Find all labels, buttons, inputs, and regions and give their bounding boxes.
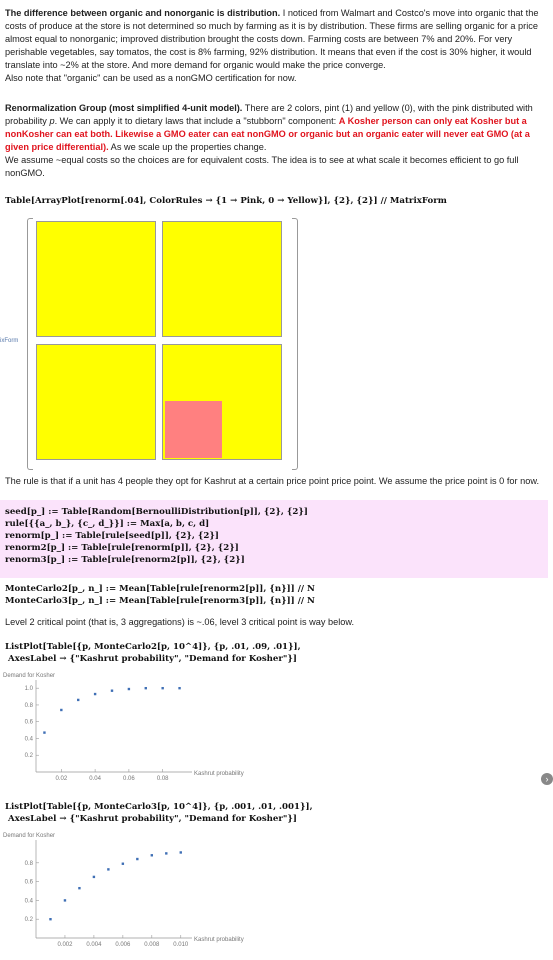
definition-rule: rule[{{a_, b_}, {c_, d_}}] := Max[a, b, c, d] xyxy=(5,519,210,529)
y-tick-label: 0.8 xyxy=(24,702,33,709)
y-tick-label: 0.4 xyxy=(24,898,33,905)
intro-paragraph xyxy=(5,7,548,85)
y-axis-label: Demand for Kosher xyxy=(3,833,56,839)
y-tick-label: 0.2 xyxy=(24,917,33,924)
y-tick-label: 0.2 xyxy=(24,753,33,760)
data-point xyxy=(78,887,80,889)
plot1-code-line2: AxesLabel → {"Kashrut probability", "Demand for Kosher"}] xyxy=(5,654,297,664)
plot1-code-line1: ListPlot[Table[{p, MonteCarlo2[p, 10^4]}, {p, .01, .09, .01}], xyxy=(5,642,301,652)
renorm-lead: Renormalization Group (most simplified 4-unit model). xyxy=(5,103,243,113)
array-cell-1-1 xyxy=(36,221,156,337)
data-point xyxy=(49,918,51,920)
plot1-chart xyxy=(3,668,263,793)
renorm-red-text: A Kosher person can only eat Kosher but a nonKosher can eat both. Likewise a GMO eater can eat nonGMO or organic but an organic eater will never eat GMO (at a given price differential). xyxy=(5,116,530,152)
data-point xyxy=(128,688,130,690)
x-tick-label: 0.006 xyxy=(115,942,131,948)
montecarlo2-def: MonteCarlo2[p_, n_] := Mean[Table[rule[renorm2[p]], {n}]] // N xyxy=(5,584,315,594)
definition-renorm2: renorm2[p_] := Table[rule[renorm[p]], {2}, {2}] xyxy=(5,543,239,553)
rule-text: The rule is that if a unit has 4 people they opt for Kashrut at a certain price point price point. We assume the price point is 0 for now. xyxy=(5,476,540,486)
arrayplot-code: Table[ArrayPlot[renorm[.04], ColorRules → {1 → Pink, 0 → Yellow}], {2}, {2}] // MatrixForm xyxy=(5,196,447,206)
x-tick-label: 0.02 xyxy=(55,776,68,782)
matrix-bracket-left xyxy=(27,218,33,470)
x-tick-label: 0.010 xyxy=(173,942,189,948)
plot2-chart xyxy=(3,828,263,958)
data-point xyxy=(180,851,182,853)
data-point xyxy=(151,854,153,856)
x-axis-label: Kashrut probability xyxy=(194,937,244,943)
definition-seed: seed[p_] := Table[Random[BernoulliDistribution[p]], {2}, {2}] xyxy=(5,507,308,517)
renorm-text-3: As we scale up the properties change. xyxy=(108,142,267,152)
y-tick-label: 1.0 xyxy=(24,686,33,693)
data-point xyxy=(145,687,147,689)
intro-text: I noticed from Walmart and Costco's move into organic that the costs of produce at the store is not determined so much by farming as it is by distribution. These firms are selling organic for a price almost equal to nonorganic; improved distribution brought the costs down. Farming costs are between 7% and 20%. For very perishable vegetables, say tomatos, the cost is 8% farming, 92% distribution. It means that even if the cost is 30% higher, it would translate into ~2% at the store. And more demand for organic would make the price converge. xyxy=(5,8,539,70)
data-point xyxy=(77,699,79,701)
x-tick-label: 0.008 xyxy=(144,942,160,948)
x-tick-label: 0.04 xyxy=(89,776,101,782)
matrixform-label: ixForm xyxy=(0,338,19,344)
renorm-text-1: There are 2 colors, pint (1) and yellow (0), with the pink distributed with probability xyxy=(5,103,533,126)
plot2-code-line2: AxesLabel → {"Kashrut probability", "Demand for Kosher"}] xyxy=(5,814,297,824)
renorm-text-2: . We can apply it to dietary laws that include a "stubborn" component: xyxy=(54,116,339,126)
y-axis-label: Demand for Kosher xyxy=(3,673,56,679)
montecarlo3-def: MonteCarlo3[p_, n_] := Mean[Table[rule[renorm3[p]], {n}]] // N xyxy=(5,596,315,606)
y-tick-label: 0.6 xyxy=(24,719,33,726)
data-point xyxy=(94,693,96,695)
next-arrow-icon[interactable]: › xyxy=(541,773,553,785)
data-point xyxy=(60,709,62,711)
intro-lead: The difference between organic and nonorganic is distribution. xyxy=(5,8,281,18)
renorm-paragraph xyxy=(5,102,548,180)
definition-renorm3: renorm3[p_] := Table[rule[renorm2[p]], {2}, {2}] xyxy=(5,555,245,565)
y-tick-label: 0.8 xyxy=(24,860,33,867)
array-cell-1-2 xyxy=(162,221,282,337)
data-point xyxy=(111,690,113,692)
y-tick-label: 0.6 xyxy=(24,879,33,886)
array-cell-2-1 xyxy=(36,344,156,460)
data-point xyxy=(165,852,167,854)
plot2-code-line1: ListPlot[Table[{p, MonteCarlo3[p, 10^4]}, {p, .001, .01, .001}], xyxy=(5,802,313,812)
data-point xyxy=(161,687,163,689)
x-tick-label: 0.06 xyxy=(123,776,135,782)
renorm-text-4: We assume ~equal costs so the choices are for equivalent costs. The idea is to see at what scale it becomes efficient to go full nonGMO. xyxy=(5,155,519,178)
data-point xyxy=(136,858,138,860)
definition-renorm: renorm[p_] := Table[rule[seed[p]], {2}, {2}] xyxy=(5,531,219,541)
data-point xyxy=(107,868,109,870)
pink-unit xyxy=(165,401,222,458)
data-point xyxy=(122,863,124,865)
x-tick-label: 0.002 xyxy=(57,942,73,948)
intro-note: Also note that "organic" can be used as a nonGMO certification for now. xyxy=(5,73,297,83)
x-axis-label: Kashrut probability xyxy=(194,771,244,777)
renorm-p: p xyxy=(49,116,55,126)
matrix-bracket-right xyxy=(292,218,298,470)
level-text: Level 2 critical point (that is, 3 aggregations) is ~.06, level 3 critical point is way below. xyxy=(5,617,355,627)
y-tick-label: 0.4 xyxy=(24,736,33,743)
data-point xyxy=(93,876,95,878)
x-tick-label: 0.004 xyxy=(86,942,102,948)
data-point xyxy=(64,899,66,901)
data-point xyxy=(43,731,45,733)
x-tick-label: 0.08 xyxy=(156,776,169,782)
data-point xyxy=(178,687,180,689)
